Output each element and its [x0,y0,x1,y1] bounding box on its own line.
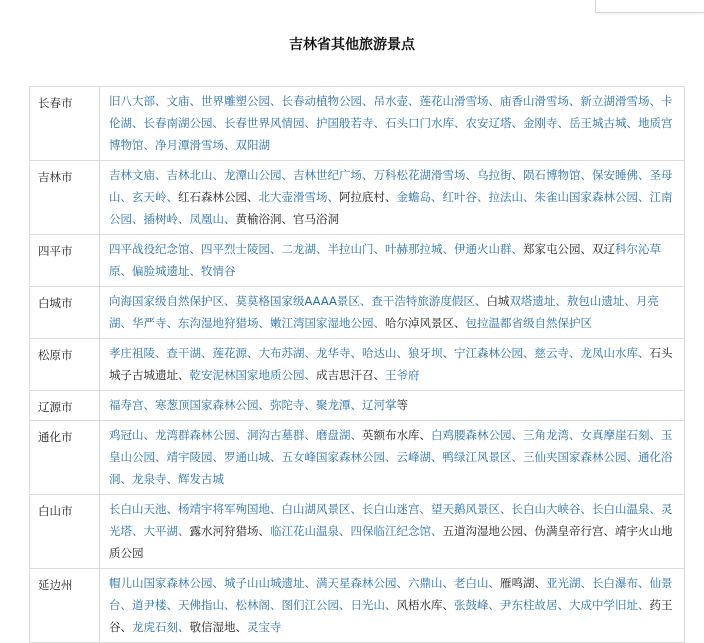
attraction-text: 露水河狩猎场、 [189,524,270,538]
attraction-link[interactable]: 乾安泥林国家地质公园、 [189,368,316,382]
attractions-list-cell [100,287,685,339]
attractions-list-cell [100,235,685,287]
table-row [30,87,685,161]
attraction-link[interactable]: 长白山天池、杨靖宇将军殉国地、白山湖风景区、长白山迷宫、望天鹅风景区、长白山大峡谷、长白山温泉、灵光塔、大平湖、 [109,502,673,538]
attractions-list-cell [100,495,685,569]
attraction-link[interactable]: 灵宝寺 [247,620,282,634]
table-row [30,391,685,421]
attraction-text: 黄榆浴洞、官马浴洞 [235,212,339,226]
city-name-cell: 白山市 [30,495,100,569]
attraction-text: 五道沟湿地公园、伪满皇帝行宫、靖宇火山地质公园 [109,524,673,560]
attractions-list-cell [100,569,685,643]
table-row [30,421,685,495]
city-name-cell: 四平市 [30,235,100,287]
city-name-cell: 吉林市 [30,161,100,235]
attraction-text: 敬信湿地、 [189,620,247,634]
attraction-text: 等 [396,398,408,412]
attraction-text: 药王谷、 [109,598,673,634]
attraction-text: 英额布水库、 [362,428,431,442]
attraction-link[interactable]: 王爷府 [385,368,420,382]
attraction-link[interactable]: 白鸡腰森林公园、三角龙湾、女真摩崖石刻、玉皇山公园、靖宇陵园、罗通山城、五女峰国家森林公园、云峰湖、鸭绿江风景区、三仙夹国家森林公园、通化浴洞、龙泉寺、辉发古城 [109,428,673,486]
attractions-table-body [30,87,685,643]
attraction-link[interactable]: 科尔沁草原、偏脸城遗址、牧情谷 [109,242,661,278]
table-row [30,495,685,569]
attraction-text: 红石森林公园、 [178,190,259,204]
table-row [30,287,685,339]
attractions-list-cell [100,161,685,235]
city-name-cell: 白城市 [30,287,100,339]
table-row [30,161,685,235]
attractions-list-cell [100,391,685,421]
attraction-text: 白城 [486,294,510,308]
city-name-cell: 延边州 [30,569,100,643]
attraction-link[interactable]: 张鼓峰、尹东柱故居、大成中学旧址、 [454,598,650,612]
attraction-link[interactable]: 双塔遗址、敖包山遗址、月亮湖、华严寺、东沟湿地狩猎场、嫩江湾国家湿地公园、 [109,294,659,330]
attraction-text: 风梧水库、 [396,598,454,612]
table-row [30,339,685,391]
city-name-cell: 通化市 [30,421,100,495]
attraction-text: 哈尔淖风景区、 [385,316,466,330]
attraction-text: 郑家屯公园、双辽 [523,242,615,256]
attraction-link[interactable]: 临江花山温泉、四保临江纪念馆、 [270,524,443,538]
city-name-cell: 松原市 [30,339,100,391]
attraction-link[interactable]: 向海国家级自然保护区、莫莫格国家级AAAA景区、查干浩特旅游度假区、 [109,294,487,308]
attractions-list-cell [100,87,685,161]
city-name-cell: 长春市 [30,87,100,161]
attraction-link[interactable]: 帽儿山国家森林公园、城子山山城遗址、满天星森林公园、六鼎山、老白山、 [109,576,500,590]
attraction-link[interactable]: 吉林文庙、吉林北山、龙潭山公园、吉林世纪广场、万科松花湖滑雪场、乌拉街、陨石博物馆、保安睡佛、圣母山、玄天岭、 [109,168,673,204]
attraction-text: 雁鸣湖、 [500,576,546,590]
attraction-link[interactable]: 龙虎石刻、 [132,620,190,634]
table-row [30,235,685,287]
table-row [30,569,685,643]
attractions-table [29,86,685,643]
page-corner-decoration [595,0,704,13]
attraction-text: 石头城子古城遗址、 [109,346,673,382]
attraction-link[interactable]: 福寿宫、寒葱顶国家森林公园、弥陀寺、聚龙潭、辽河掌 [109,398,397,412]
attraction-link[interactable]: 旧八大部、文庙、世界雕塑公园、长春动植物公园、吊水壶、莲花山滑雪场、庙香山滑雪场、新立湖滑雪场、卡伦湖、长春南湖公园、长春世界风情园、护国般若寺、石头口门水库、农安辽塔、金刚寺、岳王城古城、地质宫博物馆、净月潭滑雪场、双阳湖 [109,94,673,152]
attraction-text: 阿拉底村、 [339,190,397,204]
attraction-link[interactable]: 孝庄祖陵、查干湖、莲花源、大布苏湖、龙华寺、哈达山、狼牙坝、宁江森林公园、慈云寺、龙凤山水库、 [109,346,650,360]
city-name-cell: 辽源市 [30,391,100,421]
attractions-list-cell [100,339,685,391]
attraction-link[interactable]: 金蟾岛、红叶谷、拉法山、朱雀山国家森林公园、江南公园、插树岭、凤凰山、 [109,190,673,226]
attraction-link[interactable]: 包拉温都省级自然保护区 [465,316,592,330]
attraction-link[interactable]: 鸡冠山、龙湾群森林公园、洞沟古墓群、磨盘湖、 [109,428,362,442]
page-title: 吉林省其他旅游景点 [289,37,415,53]
attraction-text: 成吉思汗召、 [316,368,385,382]
attractions-list-cell [100,421,685,495]
attraction-link[interactable]: 亚光湖、长白瀑布、仙景台、道尹楼、天佛指山、松林阁、图们江公园、日光山、 [109,576,673,612]
attraction-link[interactable]: 四平战役纪念馆、四平烈士陵园、二龙湖、半拉山门、叶赫那拉城、伊通火山群、 [109,242,523,256]
attraction-link[interactable]: 北大壶滑雪场、 [258,190,339,204]
